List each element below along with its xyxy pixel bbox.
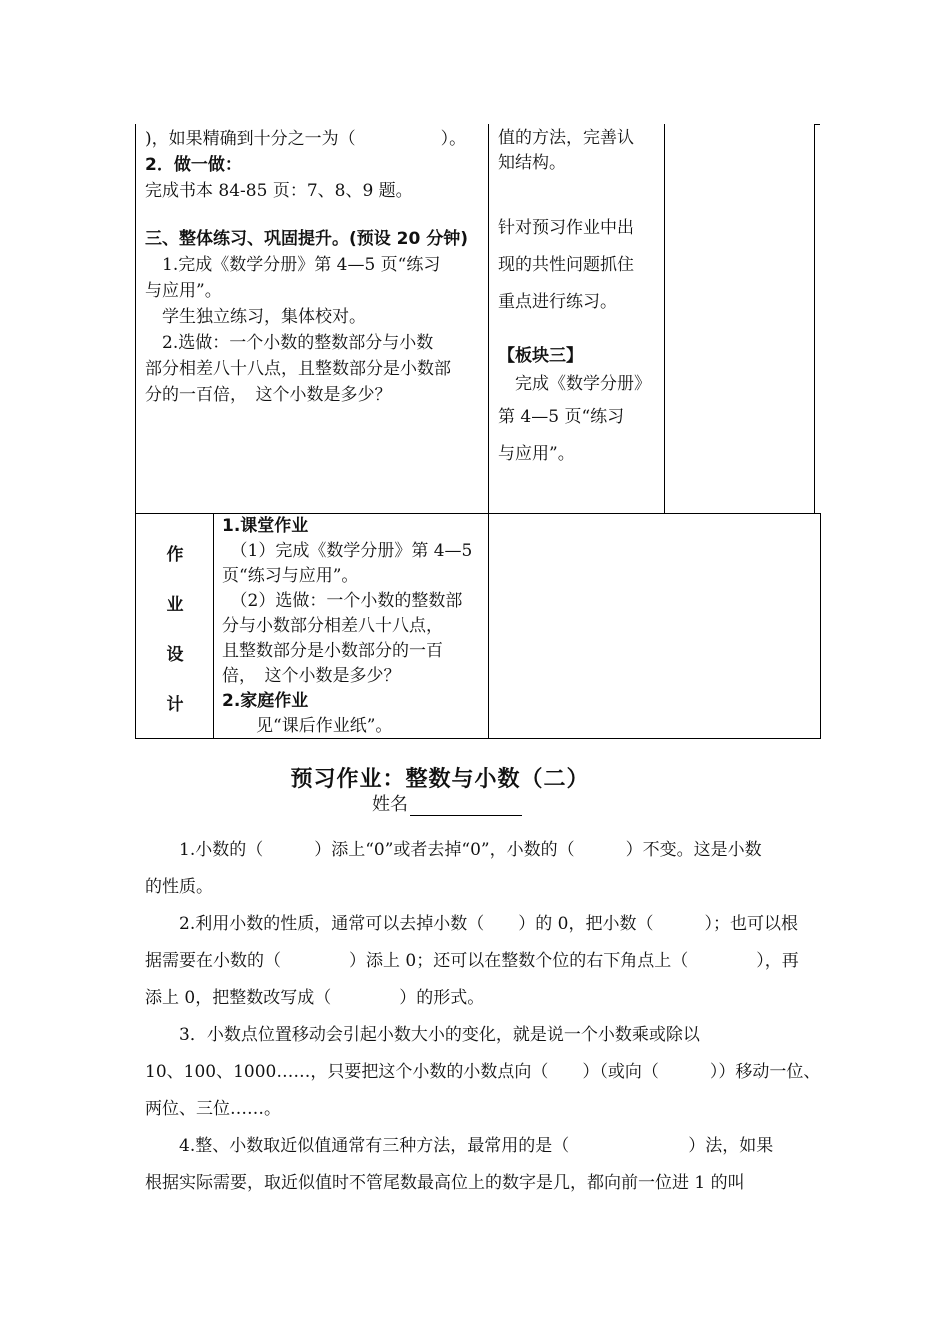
name-blank	[410, 797, 522, 816]
note-line: 值的方法，完善认	[498, 128, 634, 148]
top-table-middle-cell	[498, 120, 658, 473]
lesson-line: 部分相差八十八点，且整数部分是小数部	[145, 359, 451, 379]
note-line: 与应用”。	[498, 444, 575, 464]
lesson-line: 完成书本 84-85 页：7、8、9 题。	[145, 181, 413, 201]
lesson-line: 2.选做：一个小数的整数部分与小数	[145, 333, 434, 353]
hw-line: （2）选做：一个小数的整数部	[222, 591, 463, 611]
preview-title: 预习作业：整数与小数（二）	[290, 767, 590, 792]
question-line: 4.整、小数取近似值通常有三种方法，最常用的是（ ）法，如果	[145, 1136, 774, 1156]
lesson-line: 分的一百倍， 这个小数是多少？	[145, 385, 392, 405]
hw-line: 页“练习与应用”。	[222, 566, 359, 586]
top-table-divider-1	[488, 124, 489, 514]
spacer	[498, 182, 658, 210]
lesson-line: 学生独立练习，集体校对。	[145, 307, 366, 327]
name-row	[372, 790, 522, 816]
top-table-top-tick	[814, 124, 820, 125]
note-line: 第 4—5 页“练习	[498, 407, 625, 427]
spacer	[498, 321, 658, 343]
question-line: 两位、三位……。	[145, 1099, 281, 1119]
hw-label-char: 业	[166, 595, 184, 615]
preview-body	[145, 832, 825, 1202]
name-label: 姓名	[372, 794, 408, 815]
note-line: 现的共性问题抓住	[498, 255, 634, 275]
question-line: 2.利用小数的性质，通常可以去掉小数（ ）的 0，把小数（ ）；也可以根	[145, 914, 798, 934]
hw-label-char: 设	[166, 645, 184, 665]
lesson-line: 与应用”。	[145, 281, 222, 301]
lesson-heading: 2．做一做：	[145, 155, 242, 175]
question-line: 添上 0，把整数改写成（ ）的形式。	[145, 988, 485, 1008]
section-label: 【板块三】	[498, 346, 583, 366]
hw-line: 且整数部分是小数部分的一百	[222, 641, 443, 661]
hw-heading: 2.家庭作业	[222, 691, 309, 711]
question-line: 10、100、1000……，只要把这个小数的小数点向（ ）（或向（ ））移动一位、	[145, 1062, 821, 1082]
hw-table-divider-2	[488, 513, 489, 739]
top-table-left-cell	[145, 126, 485, 408]
hw-line: 见“课后作业纸”。	[222, 716, 393, 736]
hw-label-char: 计	[166, 695, 184, 715]
top-table-right-border	[814, 124, 815, 514]
hw-line: （1）完成《数学分册》第 4—5	[222, 541, 473, 561]
question-line: 3．小数点位置移动会引起小数大小的变化，就是说一个小数乘或除以	[145, 1025, 700, 1045]
top-table-left-border	[135, 124, 136, 514]
question-line: 据需要在小数的（ ）添上 0；还可以在整数个位的右下角点上（ ），再	[145, 951, 799, 971]
spacer	[145, 204, 485, 226]
question-line: 的性质。	[145, 877, 213, 897]
hw-content-cell	[222, 514, 484, 739]
note-line: 针对预习作业中出	[498, 218, 634, 238]
lesson-line: )，如果精确到十分之一为（ ）。	[145, 129, 467, 149]
note-line: 重点进行练习。	[498, 292, 617, 312]
section-heading: 三、整体练习、巩固提升。(预设 20 分钟)	[145, 229, 469, 249]
hw-table-left-border	[135, 513, 136, 739]
hw-table-divider-1	[213, 513, 214, 739]
hw-table-right-border	[820, 513, 821, 739]
hw-heading: 1.课堂作业	[222, 516, 309, 536]
hw-line: 倍， 这个小数是多少？	[222, 666, 401, 686]
question-line: 1.小数的（ ）添上“0”或者去掉“0”，小数的（ ）不变。这是小数	[145, 840, 762, 860]
top-table-divider-2	[664, 124, 665, 514]
note-line: 知结构。	[498, 153, 566, 173]
question-line: 根据实际需要，取近似值时不管尾数最高位上的数字是几，都向前一位进 1 的叫	[145, 1173, 745, 1193]
note-line: 完成《数学分册》	[498, 374, 651, 394]
hw-line: 分与小数部分相差八十八点，	[222, 616, 443, 636]
lesson-line: 1.完成《数学分册》第 4—5 页“练习	[145, 255, 441, 275]
hw-label-char: 作	[166, 545, 184, 565]
